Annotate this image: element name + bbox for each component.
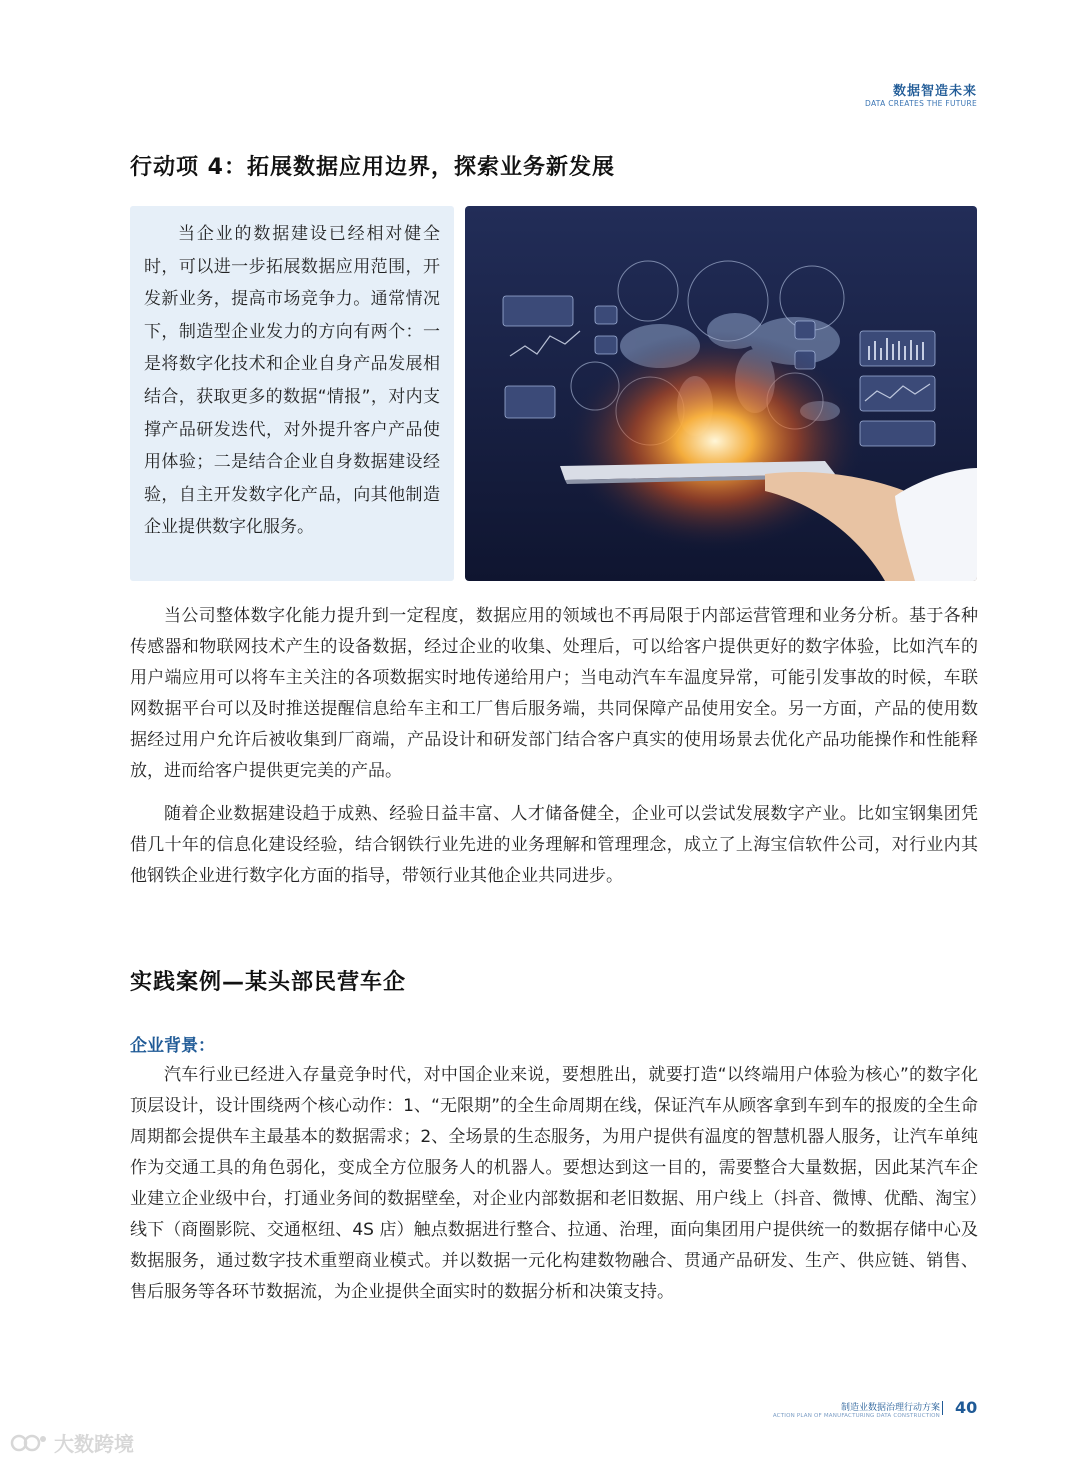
background-label: 企业背景： (130, 1036, 215, 1056)
footer-divider (942, 1401, 943, 1415)
watermark-logo-icon (10, 1432, 48, 1454)
header-subtitle: DATA CREATES THE FUTURE (865, 99, 977, 108)
watermark-text: 大数跨境 (54, 1432, 134, 1456)
header-title: 数据智造未来 (892, 84, 977, 99)
hero-image-data-tablet (465, 206, 977, 581)
footer-title: 制造业数据治理行动方案 (840, 1403, 940, 1413)
body-paragraph-1: 当公司整体数字化能力提升到一定程度，数据应用的领域也不再局限于内部运营管理和业务分析。基于各种传感器和物联网技术产生的设备数据，经过企业的收集、处理后，可以给客户提供更好的数字体验，比如汽车的用户端应用可以将车主关注的各项数据实时地传递给用户；当电动汽车车温度异常，可能引发事故的时候，车联网数据平台可以及时推送提醒信息给车主和工厂售后服务端，共同保障产品使用安全。另一方面，产品的使用数据经过用户允许后被收集到厂商端，产品设计和研发部门结合客户真实的使用场景去优化产品功能操作和性能释放，进而给客户提供更完美的产品。 (130, 606, 978, 781)
case-paragraph: 汽车行业已经进入存量竞争时代，对中国企业来说，要想胜出，就要打造“以终端用户体验为核心”的数字化顶层设计，设计围绕两个核心动作：1、“无限期”的全生命周期在线，保证汽车从顾客拿到车到车的报废的全生命周期都会提供车主最基本的数据需求；2、全场景的生态服务，为用户提供有温度的智慧机器人服务，让汽车单纯作为交通工具的角色弱化，变成全方位服务人的机器人。要想达到这一目的，需要整合大量数据，因此某汽车企业建立企业级中台，打通业务间的数据壁垒，对企业内部数据和老旧数据、用户线上（抖音、微博、优酷、淘宝）线下（商圈影院、交通枢纽、4S 店）触点数据进行整合、拉通、治理，面向集团用户提供统一的数据存储中心及数据服务，通过数字技术重塑商业模式。并以数据一元化构建数物融合、贯通产品研发、生产、供应链、销售、售后服务等各环节数据流，为企业提供全面实时的数据分析和决策支持。 (130, 1065, 978, 1302)
intro-callout-box (130, 206, 454, 581)
intro-paragraph: 当企业的数据建设已经相对健全时，可以进一步拓展数据应用范围，开发新业务，提高市场竞争力。通常情况下，制造型企业发力的方向有两个：一是将数字化技术和企业自身产品发展相结合，获取更多的数据“情报”，对内支撑产品研发迭代，对外提升客户产品使用体验；二是结合企业自身数据建设经验，自主开发数字化产品，向其他制造企业提供数字化服务。 (144, 224, 440, 538)
body-paragraph-2: 随着企业数据建设趋于成熟、经验日益丰富、人才储备健全，企业可以尝试发展数字产业。比如宝钢集团凭借几十年的信息化建设经验，结合钢铁行业先进的业务理解和管理理念，成立了上海宝信软件公司，对行业内其他钢铁企业进行数字化方面的指导，带领行业其他企业共同进步。 (130, 804, 978, 886)
watermark (10, 1428, 134, 1457)
footer-subtitle: ACTION PLAN OF MANUFACTURING DATA CONSTRUCTION (772, 1413, 940, 1419)
section-heading: 行动项 4：拓展数据应用边界，探索业务新发展 (130, 155, 615, 180)
case-heading: 实践案例—某头部民营车企 (130, 970, 407, 995)
page-number: 40 (955, 1398, 978, 1417)
hero-illustration (465, 206, 977, 581)
